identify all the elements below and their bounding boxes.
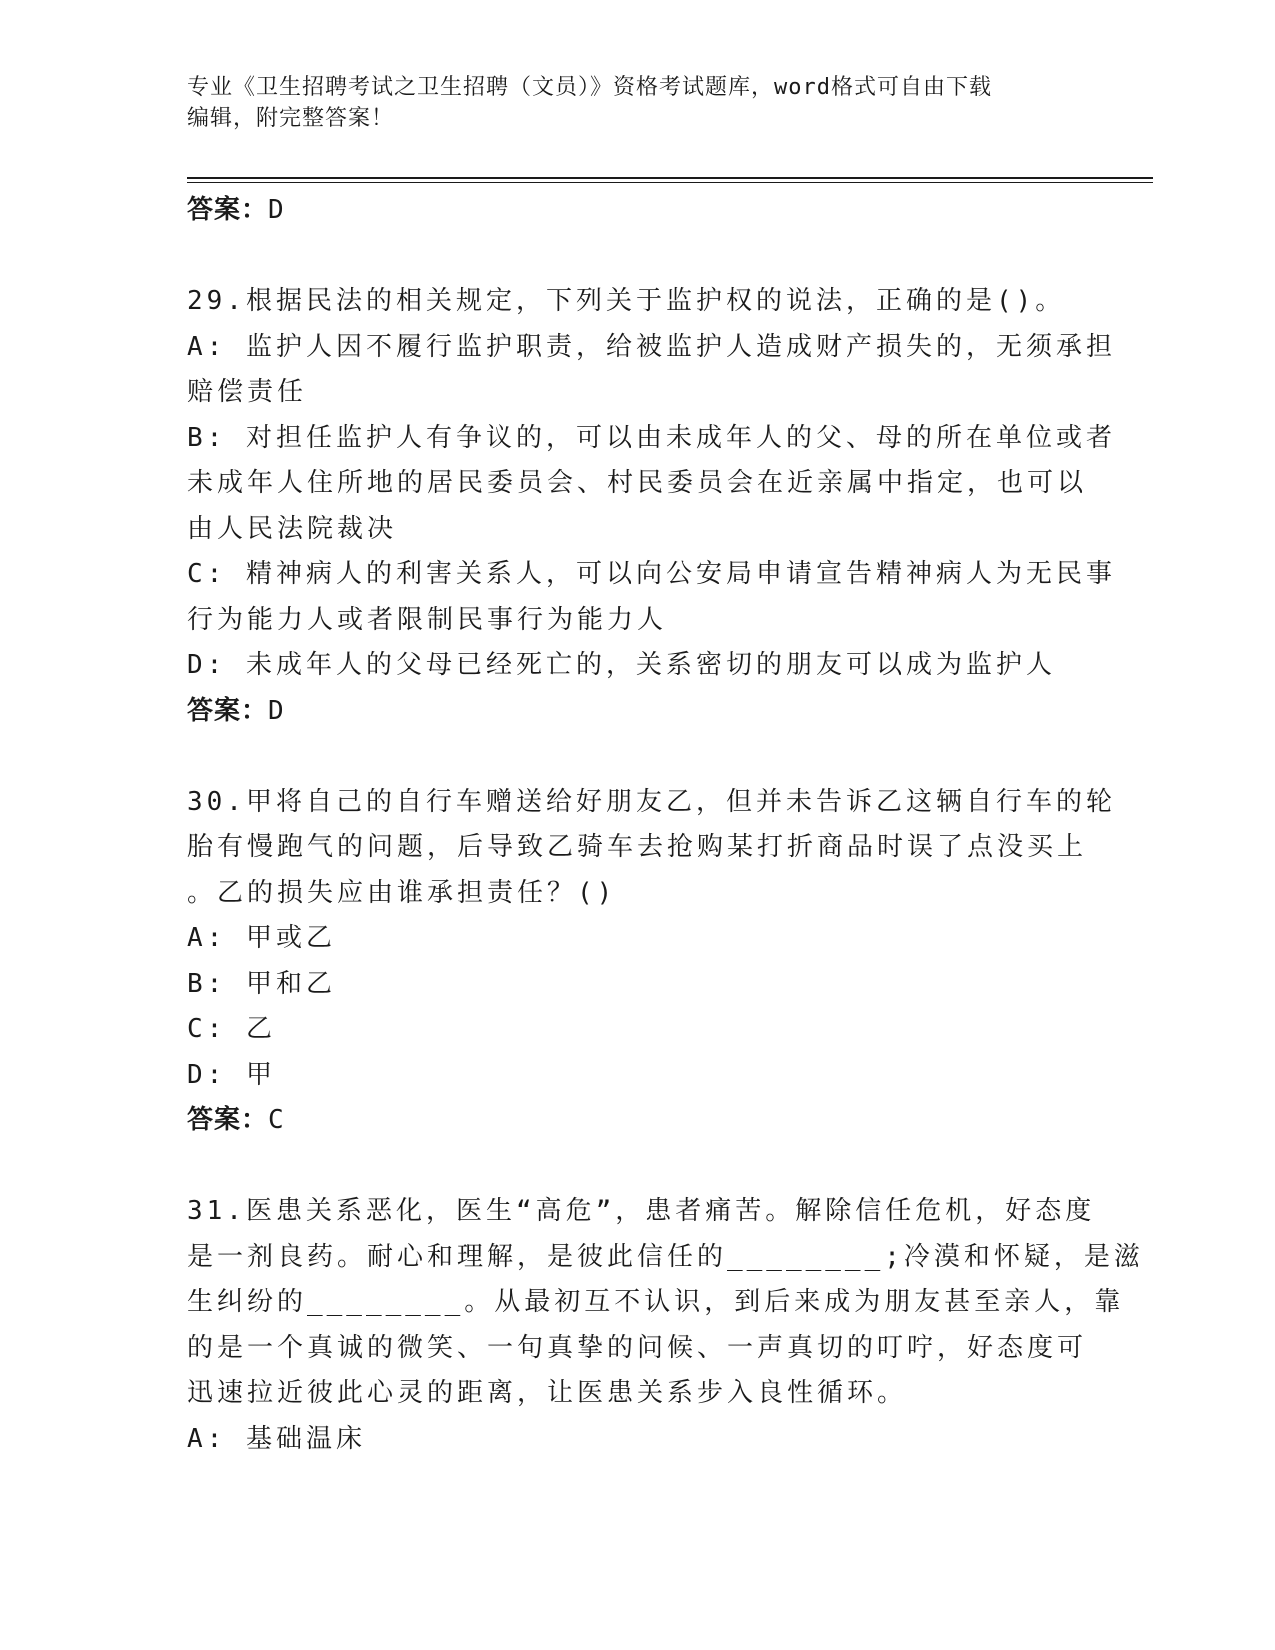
option-a: A: 监护人因不履行监护职责，给被监护人造成财产损失的，无须承担 — [187, 331, 1116, 362]
option-a: A: 甲或乙 — [187, 923, 336, 953]
option-b-continued: 未成年人住所地的居民委员会、村民委员会在近亲属中指定，也可以 — [187, 468, 1088, 498]
answer-label: 答案： — [187, 1105, 269, 1135]
question-30 — [187, 780, 1116, 1144]
question-30-answer — [187, 1098, 1067, 1144]
option-c: C: 精神病人的利害关系人，可以向公安局申请宣告精神病人为无民事 — [187, 559, 1116, 589]
option-b: B: 甲和乙 — [187, 968, 336, 999]
option-b: B: 对担任监护人有争议的，可以由未成年人的父、母的所在单位或者 — [187, 422, 1116, 453]
question-stem: 30.甲将自己的自行车赠送给好朋友乙，但并未告诉乙这辆自行车的轮 — [187, 786, 1116, 817]
option-d: D: 未成年人的父母已经死亡的，关系密切的朋友可以成为监护人 — [187, 650, 1056, 680]
question-stem: 31.医患关系恶化，医生“高危”，患者痛苦。解除信任危机，好态度 — [187, 1196, 1096, 1226]
answer-label: 答案： — [187, 195, 269, 225]
answer-label: 答案： — [187, 695, 269, 726]
spacer — [187, 234, 1067, 280]
question-content — [187, 188, 1144, 1462]
option-a: A: 基础温床 — [187, 1423, 366, 1454]
question-stem-continued: 。乙的损失应由谁承担责任？() — [187, 877, 617, 908]
header-divider-thick — [187, 177, 1153, 179]
question-stem: 29.根据民法的相关规定，下列关于监护权的说法，正确的是()。 — [187, 286, 1066, 316]
answer-value: D — [268, 195, 285, 225]
option-d: D: 甲 — [187, 1059, 276, 1090]
option-b-continued: 由人民法院裁决 — [187, 513, 398, 544]
option-c: C: 乙 — [187, 1014, 276, 1044]
header-line-2: 编辑，附完整答案！ — [187, 106, 395, 131]
question-stem-continued: 是一剂良药。耐心和理解，是彼此信任的________;冷漠和怀疑，是滋 — [187, 1241, 1144, 1272]
spacer — [187, 1144, 1067, 1190]
answer-value: D — [268, 695, 285, 726]
option-a-continued: 赔偿责任 — [187, 377, 308, 407]
question-stem-continued: 生纠纷的________。从最初互不认识，到后来成为朋友甚至亲人，靠 — [187, 1287, 1125, 1317]
header-line-1: 专业《卫生招聘考试之卫生招聘（文员）》资格考试题库，word格式可自由下载 — [187, 75, 992, 100]
answer-value: C — [268, 1105, 285, 1135]
question-29 — [187, 279, 1116, 734]
spacer — [187, 734, 1067, 780]
question-31 — [187, 1189, 1144, 1462]
question-stem-continued: 的是一个真诚的微笑、一句真挚的问候、一声真切的叮咛，好态度可 — [187, 1332, 1088, 1363]
header-divider-thin — [187, 182, 1153, 183]
previous-answer — [187, 188, 1067, 234]
question-stem-continued: 胎有慢跑气的问题，后导致乙骑车去抢购某打折商品时误了点没买上 — [187, 832, 1088, 862]
option-c-continued: 行为能力人或者限制民事行为能力人 — [187, 604, 668, 635]
page-header — [187, 72, 1077, 134]
question-29-answer — [187, 689, 1067, 735]
question-stem-continued: 迅速拉近彼此心灵的距离，让医患关系步入良性循环。 — [187, 1378, 908, 1408]
